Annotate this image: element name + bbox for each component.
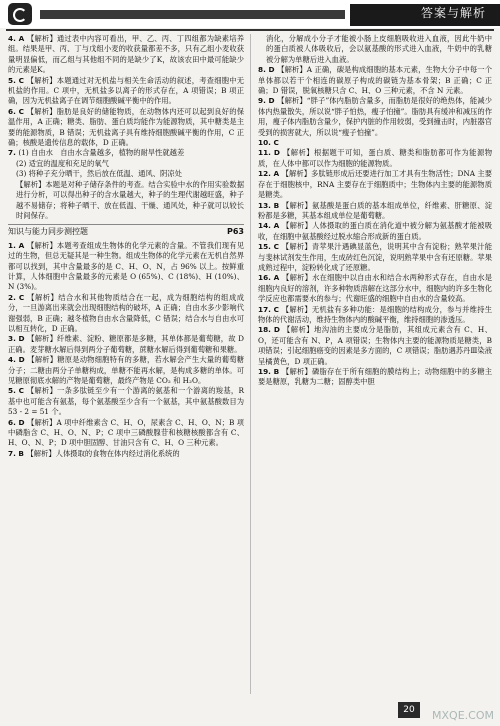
answer-text: (1) 自由水 自由水含量越多，植物的耐旱性就越差 xyxy=(18,148,185,158)
left-column xyxy=(8,34,244,459)
watermark: MXQE.COM xyxy=(432,709,494,722)
answer-text: 【解析】糖原是动物细胞特有的多糖，若水解会产生大量的葡萄糖分子；二糖由两分子单糖构成，单糖不能再水解，是构成多糖的单体。可见糖原彻底水解的产物是葡萄糖，最终产物是 CO₂ 和 H₂O。 xyxy=(8,355,244,385)
answer-text: 【解析】脂肪是良好的储能物质，在动物体内还可以起到良好的保温作用，A 正确；糖类、脂肪、蛋白质均能作为能源物质，其中糖类是主要的能源物质，B 错误；无机盐离子具有维持细胞酸碱平衡的作用，C 正确；核酸是遗传信息的载体，D 正确。 xyxy=(8,106,244,148)
answer-number: 3. D xyxy=(8,334,28,344)
answer-number: 8. D xyxy=(258,65,278,75)
answer-text: 【解析】磷脂存在于所有细胞的膜结构上；动物细胞中的多糖主要是糖原，乳糖为二糖；固醇类中胆 xyxy=(258,367,492,387)
answer-text: 【解析】氨基酸是蛋白质的基本组成单位，纤维素、肝糖原、淀粉都是多糖，其基本组成单位是葡萄糖。 xyxy=(258,200,492,220)
answer-item xyxy=(258,148,492,169)
answer-item xyxy=(8,159,244,169)
answer-item xyxy=(8,148,244,158)
answer-number: 9. D xyxy=(258,96,278,106)
answer-number: 10. C xyxy=(258,138,279,148)
answer-item xyxy=(8,449,244,459)
answer-text: 【解析】结合水和其他物质结合在一起，成为细胞结构的组成成分，一旦游离出来就会出现细胞结构的破坏，A 正确；自由水多少影响代谢强弱，B 正确；越冬植物自由水含量降低，C 错误；结合水与自由水可以相互转化，D 正确。 xyxy=(8,292,244,333)
answer-item xyxy=(8,34,244,76)
answer-text: (2) 适宜的温度和充足的氧气 xyxy=(16,158,109,168)
answer-text: 【解析】通过表中内容可看出，甲、乙、丙、丁四组都为缺素培养组。结果是甲、丙、丁与戊组小麦的收获量都差不多，只有乙组小麦收获量明显偏低，而乙组与其他组不同的是缺少了K，故该农田中最可能缺少的元素是K。 xyxy=(8,34,245,75)
answer-text: 【解析】本题考查组成生物体的化学元素的含量。不管我们现有见过的生物，但总无疑其是一种生物。组成生物体的化学元素在无机自然界都可以找到，其中含量最多的是 C、H、O、N，占 96% 以上。按鲜重计算，人体细胞中含量最多的元素是 O (65%)、C (18%)、H (10%)、N (3%)。 xyxy=(8,240,245,292)
answer-number: 6. D xyxy=(8,417,28,427)
logo-icon xyxy=(8,3,32,25)
answer-item xyxy=(258,34,492,65)
answer-number: 11. D xyxy=(258,148,283,158)
answer-number: 15. C xyxy=(258,242,282,252)
header-title: 答案与解析 xyxy=(420,6,486,20)
answer-number: 13. B xyxy=(258,200,282,210)
answer-text: 【解析】一条多肽链至少有一个游离的氨基和一个游离的羧基，R 基中也可能含有氨基，每个氨基酸至少含有一个氨基，其中氨基酸数目为 53 - 2 = 51 个。 xyxy=(8,386,244,417)
answer-item xyxy=(258,325,492,367)
answer-item xyxy=(8,386,244,417)
answer-item xyxy=(258,201,492,222)
section-heading xyxy=(8,224,244,237)
answer-number: 14. A xyxy=(258,221,283,231)
answer-item xyxy=(258,138,492,148)
answer-text: 【解析】A 正确，碳是构成细胞的基本元素，生物大分子中每一个单体都以若干个相连的碳原子构成的碳链为基本骨架；B 正确；C 正确；D 错误，脱氧核糖只含 C、H、O 三种元素，不含 N 元素。 xyxy=(258,65,492,96)
answer-item xyxy=(258,305,492,326)
section-label: 知识与能力同步测控题 xyxy=(8,227,88,237)
answer-item xyxy=(8,293,244,335)
column-divider xyxy=(250,34,251,694)
answer-item xyxy=(8,418,244,449)
answer-number: 1. A xyxy=(8,240,27,250)
answer-text: 【解析】无机盐有多种功能：是细胞的结构成分，参与并维持生物体的代谢活动，维持生物体内的酸碱平衡，维持细胞的渗透压。 xyxy=(258,304,493,324)
answer-number: 18. D xyxy=(258,325,283,335)
answer-number: 2. C xyxy=(8,292,28,302)
answer-item xyxy=(258,169,492,200)
answer-number: 17. C xyxy=(258,304,282,314)
answer-text: 【解析】本题通过对无机盐与相关生命活动的叙述，考查细胞中无机盐的作用。C 项中，无机盐多以离子的形式存在，A 项错误；B 项正确，因为无机盐离子在调节细胞酸碱平衡中的作用。 xyxy=(8,75,244,106)
header-band xyxy=(40,10,345,19)
page-header xyxy=(0,0,500,28)
answer-text: 【解析】根据题干可知，蛋白质、糖类和脂肪都可作为能源物质，在人体中都可以作为细胞的能源物质。 xyxy=(258,148,492,168)
answer-item xyxy=(258,242,492,273)
answer-item xyxy=(258,221,492,242)
answer-number: 16. A xyxy=(258,273,283,283)
answer-text: 【解析】多肽链形成后还要进行加工才具有生物活性；DNA 主要存在于细胞核中，RNA 主要存在于细胞质中；生物体内主要的能源物质是糖类。 xyxy=(258,169,492,200)
answer-number: 19. B xyxy=(258,367,282,376)
answer-item xyxy=(8,76,244,107)
answer-item xyxy=(8,169,244,179)
answer-text: 【解析】A 项中纤维素含 C、H、O，尿素含 C、H、O、N；B 项中磷脂含 C、H、O、N、P；C 项中三磷酸腺苷和核糖核酸都含有 C、H、O、N、P；D 项中胆固醇、甘油只含有 C、H、O 三种元素。 xyxy=(8,417,244,448)
answer-item xyxy=(8,241,244,293)
page-number: 20 xyxy=(398,702,420,718)
answer-item xyxy=(8,355,244,386)
answer-text: 【解析】青苹果汁遇碘显蓝色，说明其中含有淀粉；熟苹果汁能与斐林试剂发生作用，生成砖红色沉淀，说明熟苹果中含有还原糖。苹果成熟过程中，淀粉转化成了还原糖。 xyxy=(258,242,493,272)
answer-number: 5. C xyxy=(8,75,27,85)
answer-number: 4. D xyxy=(8,355,28,365)
answer-number: 4. A xyxy=(8,34,27,43)
header-rule xyxy=(6,29,494,31)
answer-number: 7. B xyxy=(8,448,27,458)
answer-text: 【解析】人体摄取的食物在体内经过消化系统的 xyxy=(26,448,180,458)
answer-item xyxy=(258,273,492,304)
answer-item xyxy=(8,180,244,222)
answer-number: 7. xyxy=(8,148,19,158)
answer-item xyxy=(258,96,492,138)
right-column xyxy=(258,34,492,388)
answer-text: 【解析】“胖子”体内脂肪含量多，而脂肪是很好的绝热体，能减少体内热量散失，所以说“胖子怕热，瘦子怕撞”。脂肪具有缓冲和减压的作用，瘦子体内脂肪含量少，保护内脏的作用较弱，受到撞击时，内脏器官受到的损害就大，所以说“瘦子怕撞”。 xyxy=(258,96,492,137)
section-page: P63 xyxy=(227,227,244,237)
answer-item xyxy=(8,107,244,149)
answer-number: 5. C xyxy=(8,386,27,396)
answer-text: 【解析】纤维素、淀粉、糖原都是多糖，其单体都是葡萄糖，故 D 正确。麦芽糖水解后得到两分子葡萄糖，蔗糖水解后得到葡萄糖和果糖。 xyxy=(8,334,244,354)
answer-item xyxy=(258,65,492,96)
answer-item xyxy=(258,367,492,388)
answer-text: 【解析】地沟油的主要成分是脂肪，其组成元素含有 C、H、O，还可能含有 N、P，A 项错误；生物体内主要的能源物质是糖类，B 项错误；引起细胞癌变的因素是多方面的，C 项错误；脂肪遇苏丹Ⅲ染液呈橘黄色，D 项正确。 xyxy=(258,325,492,366)
answer-text: 消化，分解成小分子才能被小肠上皮细胞吸收进入血液，因此牛奶中的蛋白质被人体吸收后，会以氨基酸的形式进入血液，牛奶中的乳糖被分解为单糖后进入血液。 xyxy=(266,34,492,64)
answer-text: (3) 将种子充分晒干，然后放在低温、通风、阴凉处 xyxy=(16,169,182,179)
answer-text: 【解析】本题是对种子储存条件的考查。结合实验中水的作用实验数据进行分析，可以得出种子的含水量越大，种子的生理代谢越旺盛，种子越不易储存；将种子晒干、放在低温、干燥、通风处，种子就可以较长时间保存。 xyxy=(16,179,244,220)
answer-item xyxy=(8,334,244,355)
answer-text: 【解析】人体摄取的蛋白质在消化道中被分解为氨基酸才能被吸收，在细胞中氨基酸经过脱水缩合形成新的蛋白质。 xyxy=(258,221,493,241)
answer-text: 【解析】水在细胞中以自由水和结合水两种形式存在，自由水是细胞内良好的溶剂，许多种物质溶解在这部分水中，细胞内的许多生物化学反应也都需要水的参与；代谢旺盛的细胞中自由水的含量较高。 xyxy=(258,273,493,304)
answer-number: 12. A xyxy=(258,169,282,179)
answer-number: 6. C xyxy=(8,106,27,116)
